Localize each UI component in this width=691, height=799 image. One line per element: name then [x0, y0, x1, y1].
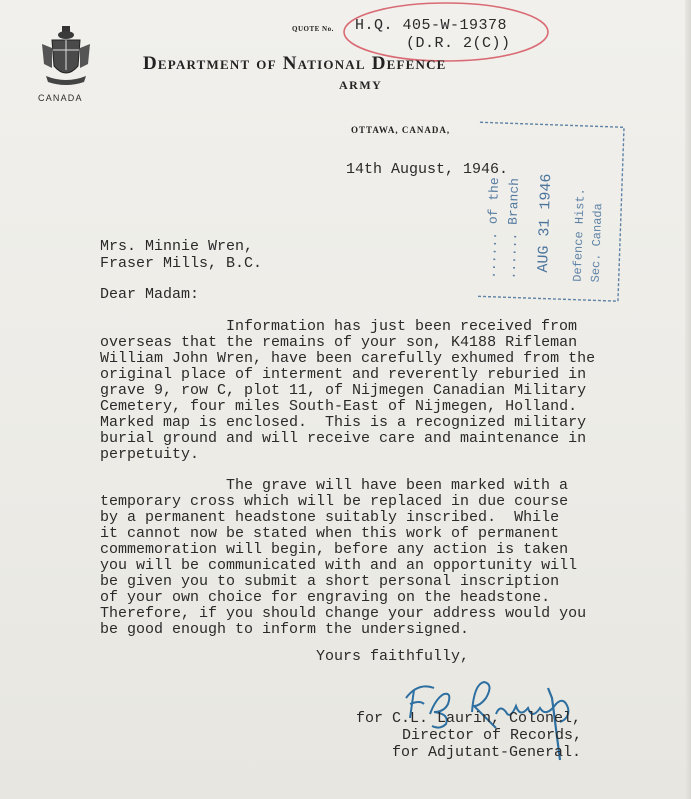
paragraph-2-line: by a permanent headstone suitably inscribed. While: [100, 509, 560, 526]
quote-label: QUOTE No.: [292, 25, 334, 33]
recipient-address: Fraser Mills, B.C.: [100, 255, 263, 272]
paragraph-1-line: original place of interment and reverently reburied in: [100, 366, 587, 383]
letter-date: 14th August, 1946.: [346, 161, 509, 178]
paragraph-2-line: be good enough to inform the undersigned.: [100, 621, 470, 638]
paragraph-1-line: Marked map is enclosed. This is a recognized military: [100, 414, 587, 431]
page-edge: [685, 0, 691, 799]
paragraph-2-line: The grave will have been marked with a: [226, 477, 569, 494]
stamp-line-5: Sec. Canada: [588, 202, 606, 283]
paragraph-1-line: William John Wren, have been carefully exhumed from the: [100, 350, 596, 367]
file-reference-subcode: (D.R. 2(C)): [406, 35, 511, 52]
paragraph-1-line: overseas that the remains of your son, K4188 Rifleman: [100, 334, 578, 351]
paragraph-1-line: Cemetery, four miles South-East of Nijmegen, Holland.: [100, 398, 578, 415]
complimentary-close: Yours faithfully,: [316, 648, 470, 665]
paragraph-1-line: perpetuity.: [100, 446, 200, 463]
signatory-line: for C.L. Laurin, Colonel,: [356, 710, 582, 727]
paragraph-2-line: temporary cross which will be replaced in due course: [100, 493, 569, 510]
paragraph-2-line: Therefore, if you should change your address would you: [100, 605, 587, 622]
paragraph-2-line: of your own choice for engraving on the headstone.: [100, 589, 551, 606]
file-reference-number: H.Q. 405-W-19378: [355, 17, 508, 34]
signatory-title: Director of Records,: [402, 727, 583, 744]
stamp-line-1: ...... of the: [483, 177, 503, 280]
stamp-line-2: ...... Branch: [503, 177, 523, 280]
paragraph-1-line: burial ground and will receive care and maintenance in: [100, 430, 587, 447]
signatory-authority: for Adjutant-General.: [392, 744, 582, 761]
canada-coat-of-arms-icon: [40, 26, 92, 88]
paragraph-2-line: commemoration will begin, before any action is taken: [100, 541, 569, 558]
recipient-name: Mrs. Minnie Wren,: [100, 238, 254, 255]
paragraph-1-line: Information has just been received from: [226, 318, 578, 335]
archive-received-stamp: [478, 114, 636, 310]
paragraph-2-line: be given you to submit a short personal inscription: [100, 573, 560, 590]
crest-caption: CANADA: [38, 93, 83, 103]
stamp-line-4: Defence Hist.: [570, 187, 588, 283]
paragraph-1-line: grave 9, row C, plot 11, of Nijmegen Canadian Military: [100, 382, 587, 399]
salutation: Dear Madam:: [100, 286, 200, 303]
department-name: Department of National Defence: [143, 53, 447, 74]
paragraph-2-line: it cannot now be stated when this work of permanent: [100, 525, 560, 542]
sender-city: OTTAWA, CANADA,: [351, 125, 451, 135]
paragraph-2-line: you will be communicated with and an opportunity will: [100, 557, 578, 574]
branch-name: ARMY: [339, 78, 383, 92]
stamp-line-3: AUG 31 1946: [534, 173, 556, 273]
